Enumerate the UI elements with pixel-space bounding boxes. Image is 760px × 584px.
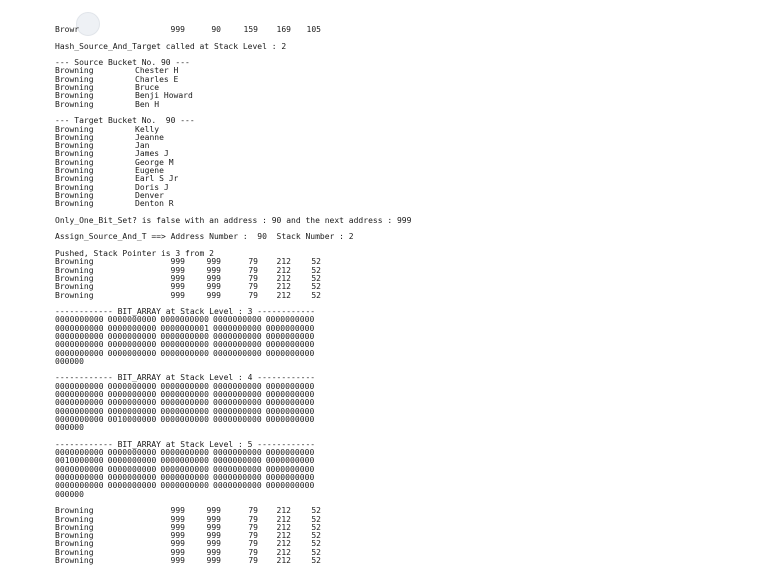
bit-group: 0000000000: [213, 464, 262, 474]
bucket-first-name: Denton R: [135, 199, 174, 209]
bucket-first-name: Bruce: [135, 83, 160, 93]
bucket-last-name: Browning: [55, 166, 94, 176]
bucket-last-name: Browning: [55, 190, 94, 200]
bucket-last-name: Browning: [55, 199, 94, 209]
record-name: Browning: [55, 539, 94, 549]
record-value: 999: [170, 290, 185, 300]
record-name: Browning: [55, 282, 94, 292]
bit-group: 0000000000: [265, 448, 315, 458]
bucket-first-name: Eugene: [135, 166, 164, 176]
record-name: Browning: [55, 506, 94, 516]
bit-group: 0000000000: [55, 398, 104, 408]
record-name: Browning: [55, 257, 94, 267]
bit-array-header: ------------ BIT_ARRAY at Stack Level : 5 ------------: [55, 440, 316, 449]
bucket-first-name: Kelly: [135, 124, 160, 134]
bit-group: 0000000000: [265, 390, 315, 400]
bit-group: 0000000000: [160, 390, 210, 400]
record-value: 52: [311, 522, 321, 532]
record-value: 999: [170, 539, 185, 549]
bit-group: 0000000000: [107, 390, 157, 400]
bucket-first-name: Charles E: [135, 74, 179, 84]
bit-group: 0000000000: [107, 464, 157, 474]
record-value: 52: [311, 547, 321, 557]
bit-group: 0000000000: [265, 456, 315, 466]
bit-group: 0000000000: [213, 315, 262, 325]
bit-group: 0000000000: [213, 473, 262, 483]
bit-group: 0000000000: [213, 414, 262, 424]
record-name: Browning: [55, 273, 94, 283]
bit-group: 0000000000: [55, 473, 104, 483]
record-row: [55, 258, 615, 266]
record-value: 79: [248, 556, 258, 565]
record-value: 212: [276, 257, 291, 267]
bit-array-sections: [55, 308, 615, 507]
bucket-last-name: Browning: [55, 174, 94, 184]
bit-array-header: ------------ BIT_ARRAY at Stack Level : 4 ------------: [55, 374, 316, 383]
bucket-first-name: Jeanne: [135, 132, 164, 142]
bit-array-row: [55, 416, 615, 424]
record-row: [55, 283, 615, 291]
bucket-last-name: Browning: [55, 182, 94, 192]
bit-group: 0000000000: [265, 315, 315, 325]
record-value: 212: [276, 522, 291, 532]
bit-group: 0000000000: [55, 414, 104, 424]
assign-line: Assign_Source_And_T ==> Address Number : 90 Stack Number : 2: [55, 233, 354, 242]
record-value: 999: [170, 257, 185, 267]
spacer: [55, 499, 615, 507]
bucket-last-name: Browning: [55, 141, 94, 151]
pushed-line: Pushed, Stack Pointer is 3 from 2: [55, 250, 214, 259]
bucket-last-name: Browning: [55, 83, 94, 93]
record-name: Browning: [55, 522, 94, 532]
spacer: [55, 433, 615, 441]
record-name: Browning: [55, 290, 94, 300]
record-value: 52: [311, 257, 321, 267]
source-bucket-header: --- Source Bucket No. 90 ---: [55, 59, 190, 68]
record-name: Browning: [55, 531, 94, 541]
bit-array-section: [55, 308, 615, 374]
record-value: 999: [206, 514, 221, 524]
record-value: 212: [276, 273, 291, 283]
bit-group: 0000000000: [160, 398, 210, 408]
bit-group: 0000000000: [55, 315, 104, 325]
bit-group: 0000000000: [55, 406, 104, 416]
target-bucket-list: [55, 126, 615, 209]
record-value: 52: [311, 273, 321, 283]
bit-group: 0000000000: [55, 481, 104, 491]
only-one-bit-line: Only_One_Bit_Set? is false with an address : 90 and the next address : 999: [55, 216, 412, 225]
bucket-first-name: Jan: [135, 141, 150, 151]
bucket-first-name: Earl S Jr: [135, 174, 179, 184]
bit-group: 0000000000: [55, 340, 104, 350]
bit-group: 0000000000: [160, 481, 210, 491]
bit-group: 0000000000: [265, 406, 315, 416]
bit-group: 0000000000: [107, 406, 157, 416]
record-value: 79: [248, 265, 258, 275]
bit-group: 0000000000: [160, 331, 210, 341]
bit-group: 0000000000: [55, 448, 104, 458]
bit-group: 0000000000: [160, 464, 210, 474]
record-value: 52: [311, 539, 321, 549]
bucket-row: [55, 200, 615, 208]
bit-group: 0000000000: [213, 406, 262, 416]
bit-group: 0000000000: [55, 390, 104, 400]
bit-group: 0000000000: [55, 464, 104, 474]
bit-array-header: ------------ BIT_ARRAY at Stack Level : 3 ------------: [55, 308, 316, 317]
record-value: 212: [276, 531, 291, 541]
bit-array-row: [55, 482, 615, 490]
record-value: 79: [248, 531, 258, 541]
bit-group: 0000000000: [55, 348, 104, 358]
record-value: 79: [248, 257, 258, 267]
bit-group: 0000000000: [160, 381, 210, 391]
bit-group: 0000000000: [213, 331, 262, 341]
bit-array-tail: 000000: [55, 357, 84, 366]
record-value: 52: [311, 531, 321, 541]
bit-group: 0000000000: [160, 448, 210, 458]
record-value: 212: [276, 282, 291, 292]
bit-group: 0010000000: [55, 456, 104, 466]
record-value: 999: [170, 273, 185, 283]
bit-group: 0010000000: [107, 414, 157, 424]
record-value: 159: [243, 25, 258, 34]
record-value: 79: [248, 282, 258, 292]
record-value: 79: [248, 506, 258, 516]
record-value: 79: [248, 290, 258, 300]
record-value: 212: [276, 547, 291, 557]
top-record-row: [55, 26, 615, 34]
record-value: 212: [276, 556, 291, 565]
record-value: 999: [170, 25, 185, 34]
bit-group: 0000000000: [55, 323, 104, 333]
record-name: Browning: [55, 547, 94, 557]
bit-group: 0000000000: [213, 398, 262, 408]
bit-array-tail: 000000: [55, 424, 84, 433]
record-value: 999: [170, 514, 185, 524]
bucket-first-name: Doris J: [135, 182, 169, 192]
bit-group: 0000000000: [55, 331, 104, 341]
record-value: 999: [170, 531, 185, 541]
bit-group: 0000000000: [160, 414, 210, 424]
bucket-first-name: Chester H: [135, 66, 179, 76]
record-value: 999: [206, 257, 221, 267]
record-row: [55, 549, 615, 557]
bucket-last-name: Browning: [55, 157, 94, 167]
record-row: [55, 516, 615, 524]
bit-group: 0000000000: [107, 340, 157, 350]
bit-group: 0000000000: [213, 390, 262, 400]
hash-call-line: Hash_Source_And_Target called at Stack Level : 2: [55, 42, 287, 51]
record-value: 105: [306, 25, 321, 34]
bit-array-section: [55, 441, 615, 507]
bit-group: 0000000000: [107, 448, 157, 458]
bucket-last-name: Browning: [55, 99, 94, 109]
bucket-row: [55, 101, 615, 109]
record-value: 999: [206, 290, 221, 300]
bucket-last-name: Browning: [55, 149, 94, 159]
record-value: 90: [211, 25, 221, 34]
record-value: 212: [276, 265, 291, 275]
record-name: Browr: [55, 25, 80, 34]
record-value: 999: [170, 547, 185, 557]
bit-group: 0000000000: [55, 381, 104, 391]
bit-group: 0000000000: [107, 398, 157, 408]
bit-group: 0000000000: [160, 406, 210, 416]
record-value: 212: [276, 514, 291, 524]
bit-array-section: [55, 374, 615, 440]
record-row: [55, 292, 615, 300]
record-row: [55, 540, 615, 548]
bit-group: 0000000000: [160, 473, 210, 483]
bit-group: 0000000000: [265, 340, 315, 350]
bit-group: 0000000000: [265, 331, 315, 341]
record-value: 52: [311, 556, 321, 565]
bit-group: 0000000000: [265, 473, 315, 483]
bucket-last-name: Browning: [55, 91, 94, 101]
bit-group: 0000000000: [213, 456, 262, 466]
bit-group: 0000000000: [107, 348, 157, 358]
record-value: 999: [170, 556, 185, 565]
record-value: 169: [276, 25, 291, 34]
bit-group: 0000000000: [107, 323, 157, 333]
bucket-first-name: James J: [135, 149, 169, 159]
record-value: 999: [206, 556, 221, 565]
record-value: 999: [170, 282, 185, 292]
record-row: [55, 557, 615, 565]
bucket-last-name: Browning: [55, 132, 94, 142]
bucket-first-name: George M: [135, 157, 174, 167]
record-value: 52: [311, 514, 321, 524]
record-value: 999: [206, 522, 221, 532]
record-name: Browning: [55, 265, 94, 275]
bit-group: 0000000000: [265, 398, 315, 408]
record-value: 999: [206, 265, 221, 275]
record-name: Browning: [55, 514, 94, 524]
bucket-first-name: Benji Howard: [135, 91, 193, 101]
record-value: 999: [206, 547, 221, 557]
bit-group: 0000000000: [213, 381, 262, 391]
record-value: 212: [276, 539, 291, 549]
record-value: 999: [170, 522, 185, 532]
record-value: 212: [276, 506, 291, 516]
bit-group: 0000000000: [160, 315, 210, 325]
bit-group: 0000000000: [213, 481, 262, 491]
bit-group: 0000000000: [160, 456, 210, 466]
record-value: 79: [248, 539, 258, 549]
record-value: 999: [206, 282, 221, 292]
record-row: [55, 532, 615, 540]
record-row: [55, 275, 615, 283]
spacer: [55, 366, 615, 374]
record-value: 52: [311, 282, 321, 292]
record-row: [55, 267, 615, 275]
bit-group: 0000000000: [265, 348, 315, 358]
bit-group: 0000000000: [265, 464, 315, 474]
record-value: 79: [248, 514, 258, 524]
bit-group: 0000000000: [160, 340, 210, 350]
pushed-record-list: [55, 258, 615, 299]
target-bucket-header: --- Target Bucket No. 90 ---: [55, 117, 195, 126]
record-value: 212: [276, 290, 291, 300]
bit-group: 0000000001: [160, 323, 210, 333]
bit-group: 0000000000: [160, 348, 210, 358]
bit-group: 0000000000: [265, 323, 315, 333]
bottom-record-list: [55, 507, 615, 565]
record-value: 79: [248, 547, 258, 557]
record-value: 52: [311, 290, 321, 300]
record-value: 79: [248, 273, 258, 283]
record-value: 79: [248, 522, 258, 532]
bit-group: 0000000000: [265, 381, 315, 391]
bit-group: 0000000000: [107, 381, 157, 391]
record-value: 999: [170, 265, 185, 275]
bit-group: 0000000000: [107, 481, 157, 491]
bit-group: 0000000000: [213, 323, 262, 333]
bit-group: 0000000000: [265, 414, 315, 424]
bit-group: 0000000000: [107, 473, 157, 483]
record-value: 999: [206, 531, 221, 541]
document-body: [55, 26, 615, 565]
record-value: 999: [170, 506, 185, 516]
record-value: 52: [311, 265, 321, 275]
record-row: [55, 524, 615, 532]
bit-array-row: [55, 350, 615, 358]
bit-group: 0000000000: [213, 448, 262, 458]
record-value: 999: [206, 506, 221, 516]
bit-group: 0000000000: [107, 315, 157, 325]
bit-array-tail: 000000: [55, 490, 84, 499]
bucket-last-name: Browning: [55, 124, 94, 134]
bit-group: 0000000000: [213, 348, 262, 358]
bit-group: 0000000000: [213, 340, 262, 350]
record-row: [55, 507, 615, 515]
bucket-last-name: Browning: [55, 74, 94, 84]
bucket-first-name: Denver: [135, 190, 164, 200]
source-bucket-list: [55, 67, 615, 108]
record-value: 999: [206, 273, 221, 283]
bucket-first-name: Ben H: [135, 99, 160, 109]
record-name: Browning: [55, 556, 94, 565]
record-value: 52: [311, 506, 321, 516]
bit-group: 0000000000: [265, 481, 315, 491]
bit-group: 0000000000: [107, 331, 157, 341]
record-value: 999: [206, 539, 221, 549]
bucket-last-name: Browning: [55, 66, 94, 76]
bit-group: 0000000000: [107, 456, 157, 466]
